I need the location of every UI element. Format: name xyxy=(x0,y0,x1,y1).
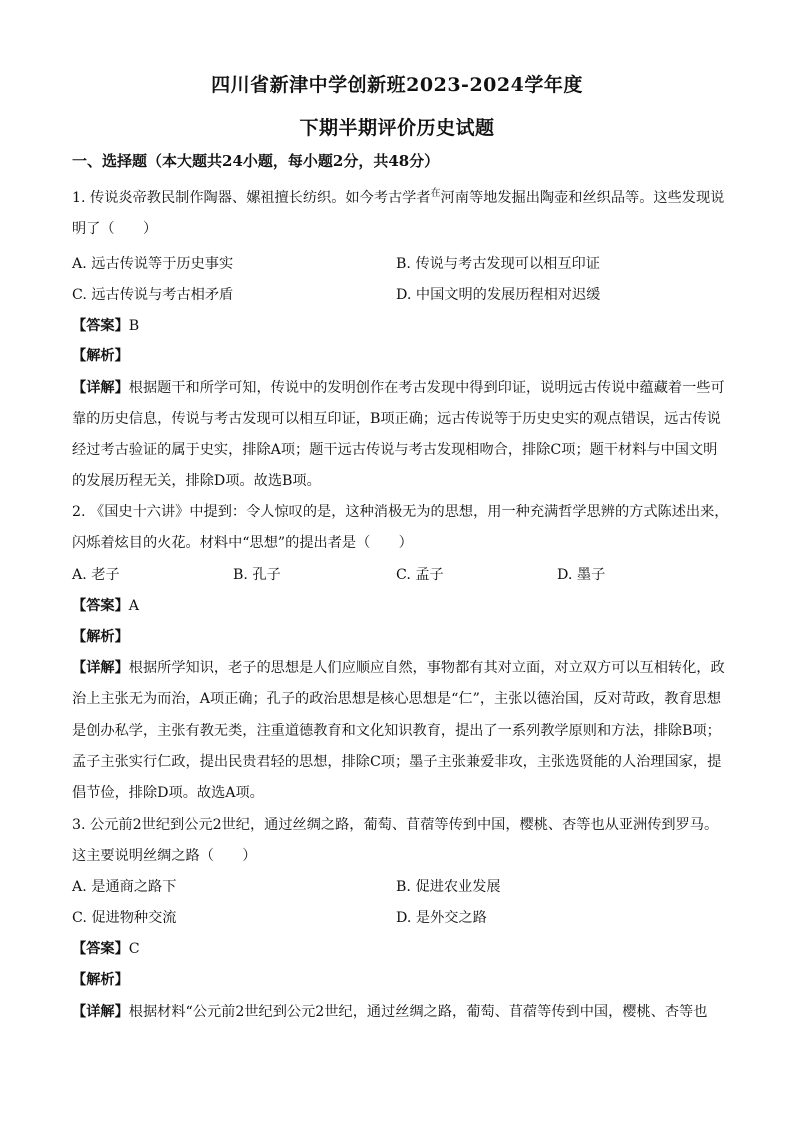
section-heading: 一、选择题（本大题共24小题，每小题2分，共48分） xyxy=(72,152,440,170)
question-3-option-c: C. 促进物种交流 xyxy=(72,910,177,926)
question-1-detail-line-2: 靠的历史信息，传说与考古发现可以相互印证，B项正确；远古传说等于历史史实的观点错误，远古传说 xyxy=(72,411,721,427)
exam-title-line-1: 四川省新津中学创新班2023-2024学年度 xyxy=(211,74,583,96)
question-3-analysis-tag: 【解析】 xyxy=(72,972,129,988)
question-2-stem-line-1: 2. 《国史十六讲》中提到：令人惊叹的是，这种消极无为的思想，用一种充满哲学思辨的方式陈述出来， xyxy=(72,504,729,520)
question-3-detail-line-1: 【详解】根据材料“公元前2世纪到公元2世纪，通过丝绸之路，葡萄、苜蓿等传到中国，樱桃、杏等也 xyxy=(72,1004,708,1020)
question-1-option-b: B. 传说与考古发现可以相互印证 xyxy=(396,256,600,272)
question-1-inline-insert: 在 xyxy=(430,188,441,199)
question-1-detail-line-3: 经过考古验证的属于史实，排除A项；题干远古传说与考古发现相吻合，排除C项；题干材料与中国文明 xyxy=(72,442,718,458)
question-1-option-a: A. 远古传说等于历史事实 xyxy=(72,256,234,272)
question-3-option-d: D. 是外交之路 xyxy=(396,910,487,926)
question-1-option-c: C. 远古传说与考古相矛盾 xyxy=(72,287,234,303)
question-3-stem-line-1: 3. 公元前2世纪到公元2世纪，通过丝绸之路，葡萄、苜蓿等传到中国，樱桃、杏等也从亚洲传到罗马。 xyxy=(72,817,719,833)
question-1-stem-line-2: 明了（ ） xyxy=(72,221,158,237)
question-2-option-b: B. 孔子 xyxy=(233,567,281,583)
question-2-analysis-tag: 【解析】 xyxy=(72,629,129,645)
question-3-option-b: B. 促进农业发展 xyxy=(396,879,501,895)
question-1-option-d: D. 中国文明的发展历程相对迟缓 xyxy=(396,287,601,303)
question-2-stem-line-2: 闪烁着炫目的火花。材料中“思想”的提出者是（ ） xyxy=(72,535,413,551)
question-3-answer: 【答案】C xyxy=(72,941,140,957)
question-2-answer: 【答案】A xyxy=(72,598,140,614)
question-3-stem-line-2: 这主要说明丝绸之路（ ） xyxy=(72,848,257,864)
question-1-detail-line-4: 的发展历程无关，排除D项。故选B项。 xyxy=(72,473,321,489)
question-2-option-c: C. 孟子 xyxy=(396,567,444,583)
question-2-option-d: D. 墨子 xyxy=(557,567,606,583)
question-2-detail-line-1: 【详解】根据所学知识，老子的思想是人们应顺应自然，事物都有其对立面，对立双方可以互相转化，政 xyxy=(72,660,725,676)
question-1-detail-line-1: 【详解】根据题干和所学可知，传说中的发明创作在考古发现中得到印证，说明远古传说中蕴藏着一些可 xyxy=(72,380,725,396)
question-2-detail-line-2: 治上主张无为而治，A项正确；孔子的政治思想是核心思想是“仁”，主张以德治国，反对苛政，教育思想 xyxy=(72,691,722,707)
question-1-stem-line-1: 1. 传说炎帝教民制作陶器、嫘祖擅长纺织。如今考古学者$^在$河南等地发掘出陶壶和丝织品等。这些发现说 xyxy=(72,188,725,206)
question-3-option-a: A. 是通商之路下 xyxy=(72,879,177,895)
question-2-detail-line-5: 倡节俭，排除D项。故选A项。 xyxy=(72,785,264,801)
question-2-detail-line-4: 孟子主张实行仁政，提出民贵君轻的思想，排除C项；墨子主张兼爱非攻，主张选贤能的人治理国家，提 xyxy=(72,754,722,770)
question-1-answer: 【答案】B xyxy=(72,318,140,334)
question-2-option-a: A. 老子 xyxy=(72,567,120,583)
question-1-analysis-tag: 【解析】 xyxy=(72,348,129,364)
question-2-detail-line-3: 是创办私学，主张有教无类，注重道德教育和文化知识教育，提出了一系列教学原则和方法，排除B项； xyxy=(72,723,721,739)
exam-title-line-2: 下期半期评价历史试题 xyxy=(299,117,495,139)
